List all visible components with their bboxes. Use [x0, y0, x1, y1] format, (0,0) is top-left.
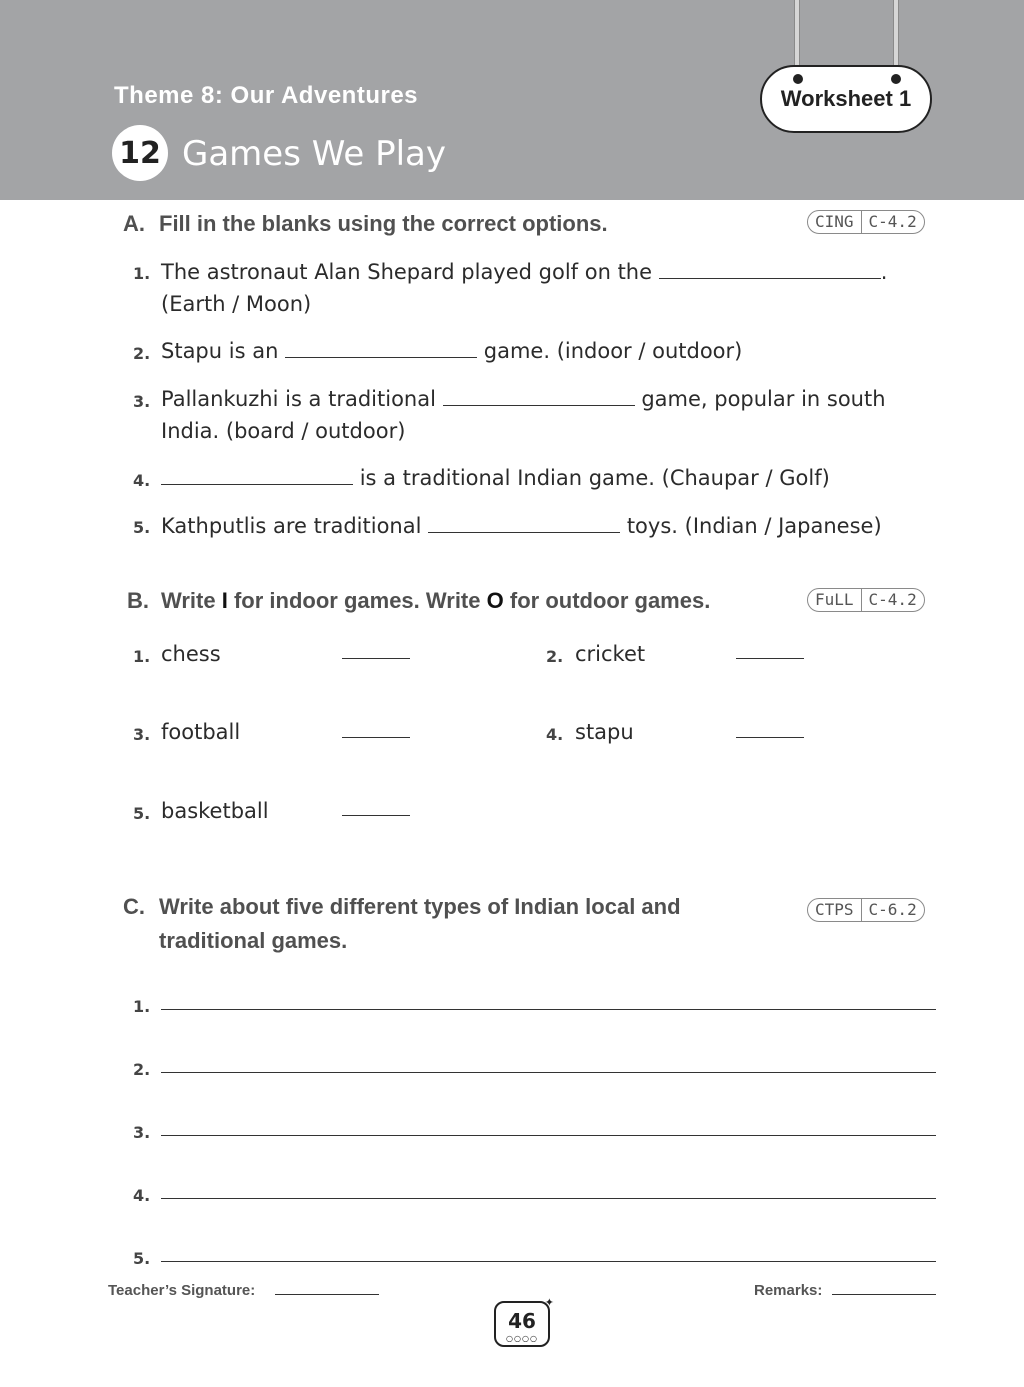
question-text-end: game, popular in south	[641, 387, 886, 411]
question-text: The astronaut Alan Shepard played golf on the	[161, 260, 653, 284]
question-options: India. (board / outdoor)	[161, 419, 406, 443]
answer-blank[interactable]	[342, 815, 410, 816]
controller-dots-icon: ○○○○	[506, 1334, 538, 1343]
game-name: cricket	[575, 642, 646, 666]
theme-title: Theme 8: Our Adventures	[114, 82, 419, 109]
item-number: 3.	[133, 392, 151, 411]
worksheet-tag: Worksheet 1	[760, 65, 932, 133]
chapter-number: 12	[112, 125, 168, 181]
badge-skill: CTPS	[815, 900, 854, 919]
question-text: Pallankuzhi is a traditional	[161, 387, 436, 411]
game-name: chess	[161, 642, 221, 666]
writing-line[interactable]	[161, 1009, 936, 1010]
answer-blank[interactable]	[342, 658, 410, 659]
page-number: 46	[508, 1309, 536, 1333]
answer-blank[interactable]	[736, 737, 804, 738]
skill-badge-b	[807, 588, 925, 612]
question-a3	[161, 383, 931, 447]
section-a-text: Fill in the blanks using the correct options.	[159, 211, 608, 236]
game-name: stapu	[575, 720, 634, 744]
item-number: 5.	[133, 804, 151, 823]
question-text: Kathputlis are traditional	[161, 514, 422, 538]
answer-blank[interactable]	[736, 658, 804, 659]
answer-blank[interactable]	[342, 737, 410, 738]
answer-blank[interactable]	[428, 531, 620, 533]
item-number: 4.	[133, 471, 151, 490]
indoor-key: I	[221, 588, 228, 613]
section-c-heading	[123, 890, 763, 958]
tag-hole-right-icon	[889, 72, 903, 86]
skill-badge-a	[807, 210, 925, 234]
section-b-heading	[127, 584, 710, 618]
item-number: 5.	[133, 518, 151, 537]
remarks-label: Remarks:	[754, 1282, 823, 1299]
question-a2	[161, 335, 742, 367]
question-options: (Earth / Moon)	[161, 292, 312, 316]
section-letter: A.	[123, 211, 145, 236]
teacher-signature-line[interactable]	[275, 1294, 379, 1295]
question-a1	[161, 256, 931, 320]
section-b-text: for outdoor games.	[509, 588, 711, 613]
writing-line[interactable]	[161, 1261, 936, 1262]
section-letter: B.	[127, 588, 149, 613]
question-a5	[161, 510, 882, 542]
chapter-title: Games We Play	[182, 134, 446, 174]
section-c-text: traditional games.	[159, 928, 348, 953]
game-name: football	[161, 720, 241, 744]
writing-line[interactable]	[161, 1072, 936, 1073]
item-number: 1.	[133, 264, 151, 283]
question-text: is a traditional Indian game. (Chaupar / Golf)	[359, 466, 830, 490]
answer-blank[interactable]	[161, 483, 353, 485]
answer-blank[interactable]	[659, 277, 881, 279]
teacher-signature-label: Teacher’s Signature:	[108, 1282, 256, 1299]
item-number: 3.	[133, 725, 151, 744]
section-b-text: Write	[161, 588, 216, 613]
item-number: 4.	[546, 725, 564, 744]
badge-skill: CING	[815, 212, 854, 231]
item-number: 2.	[546, 647, 564, 666]
tag-hole-left-icon	[791, 72, 805, 86]
question-text-end: .	[880, 260, 888, 284]
badge-code: C-4.2	[861, 589, 924, 611]
remarks-line[interactable]	[832, 1294, 936, 1295]
answer-blank[interactable]	[443, 404, 635, 406]
skill-badge-c	[807, 898, 925, 922]
page-number-badge	[494, 1296, 554, 1347]
section-a-heading	[123, 207, 608, 241]
outdoor-key: O	[486, 588, 504, 613]
game-name: basketball	[161, 799, 269, 823]
section-c-text: Write about five different types of Indian local and	[159, 894, 681, 919]
badge-code: C-4.2	[861, 211, 924, 233]
answer-blank[interactable]	[285, 356, 477, 358]
badge-code: C-6.2	[861, 899, 924, 921]
line-number: 1.	[133, 997, 151, 1016]
line-number: 5.	[133, 1249, 151, 1268]
item-number: 2.	[133, 344, 151, 363]
star-icon: ✦	[544, 1296, 554, 1309]
question-options: toys. (Indian / Japanese)	[626, 514, 882, 538]
line-number: 2.	[133, 1060, 151, 1079]
question-a4	[161, 462, 830, 494]
section-letter: C.	[123, 894, 145, 919]
writing-line[interactable]	[161, 1198, 936, 1199]
section-b-text: for indoor games. Write	[233, 588, 481, 613]
question-options: game. (indoor / outdoor)	[483, 339, 743, 363]
item-number: 1.	[133, 647, 151, 666]
line-number: 3.	[133, 1123, 151, 1142]
line-number: 4.	[133, 1186, 151, 1205]
writing-line[interactable]	[161, 1135, 936, 1136]
badge-skill: FuLL	[815, 590, 854, 609]
question-text: Stapu is an	[161, 339, 279, 363]
